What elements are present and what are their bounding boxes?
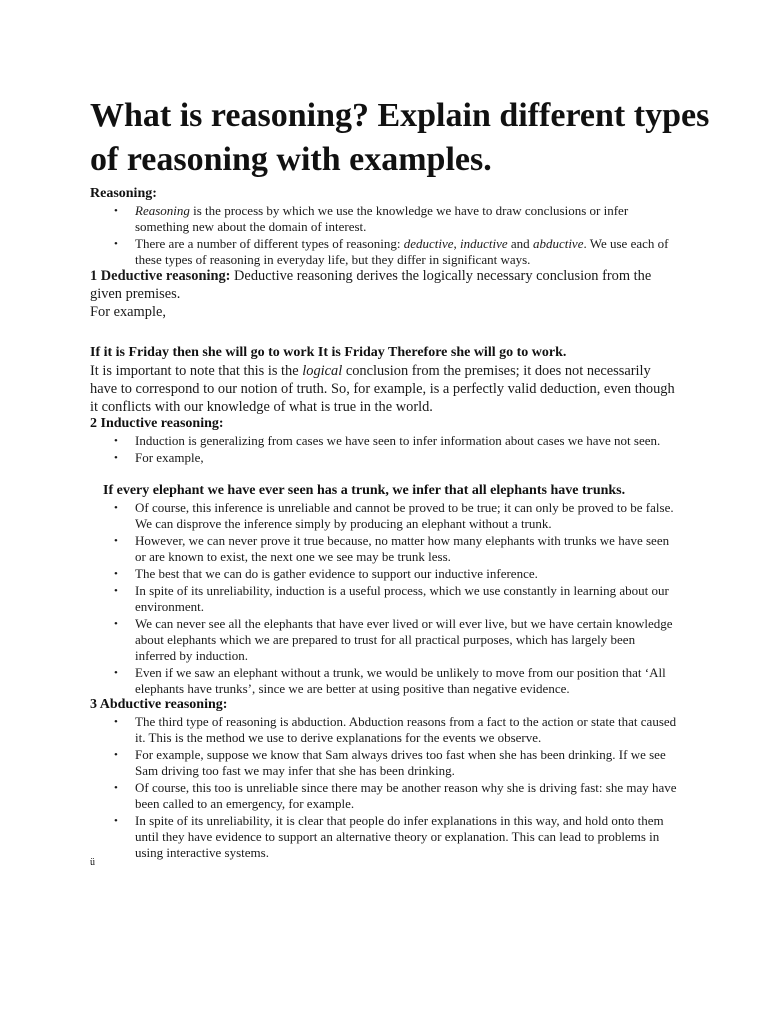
list-item (0, 203, 768, 235)
deductive-for-example: For example, (90, 304, 166, 320)
text-span: . We use each of these types of reasoning in everyday life, but they differ in significant ways. (135, 236, 669, 267)
abductive-list (0, 714, 768, 862)
list-item: • The third type of reasoning is abduction. Abduction reasons from a fact to the action or state that caused it. This is the method we use to derive explanations for the events we observe. (0, 714, 768, 746)
term-inductive: inductive (460, 236, 508, 251)
list-item: • The best that we can do is gather evidence to support our inductive inference. (0, 566, 768, 582)
deductive-paragraph (90, 267, 680, 303)
list-item: • For example, suppose we know that Sam always drives too fast when she has been drinking. If we see Sam driving too fast we may infer that she has been drinking. (0, 747, 768, 779)
end-mark: ü (90, 857, 95, 868)
reasoning-list (0, 203, 768, 269)
list-item: • Of course, this too is unreliable since there may be another reason why she is driving fast: she may have been called to an emergency, for example. (0, 780, 768, 812)
page-title: What is reasoning? Explain different types of reasoning with examples. (90, 97, 710, 178)
text-span: There are a number of different types of reasoning: (135, 236, 404, 251)
deductive-note (90, 362, 680, 416)
reasoning-term: Reasoning (135, 203, 190, 218)
list-item: • For example, (0, 450, 768, 466)
text-span: and (507, 236, 533, 251)
term-deductive: deductive (403, 236, 454, 251)
text-span: , (453, 236, 460, 251)
reasoning-heading: Reasoning: (90, 186, 157, 201)
reasoning-definition: is the process by which we use the knowledge we have to draw conclusions or infer something new about the domain of interest. (135, 203, 629, 234)
list-item: • In spite of its unreliability, it is clear that people do infer explanations in this way, and hold onto them until they have evidence to support an alternative theory or explanation. This can lead to problems in using interactive systems. (0, 813, 768, 861)
term-abductive: abductive (532, 236, 584, 251)
inductive-example: If every elephant we have ever seen has a trunk, we infer that all elephants have trunks. (103, 483, 626, 498)
inductive-list (0, 500, 768, 698)
list-item: • We can never see all the elephants that have ever lived or will ever live, but we have certain knowledge about elephants which we are prepared to trust for all practical purposes, which has largely been inferred by induction. (0, 616, 768, 664)
deductive-example: If it is Friday then she will go to work It is Friday Therefore she will go to work. (90, 345, 567, 360)
list-item: • Even if we saw an elephant without a trunk, we would be unlikely to move from our position that ‘All elephants have trunks’, since we are better at using positive than negative evidence. (0, 665, 768, 697)
inductive-list-top (0, 433, 768, 467)
inductive-heading: 2 Inductive reasoning: (90, 416, 224, 431)
deductive-text: Deductive reasoning derives the logically necessary conclusion from the given premises. (90, 268, 652, 302)
term-logical: logical (302, 363, 343, 379)
list-item (0, 236, 768, 268)
list-item: • However, we can never prove it true because, no matter how many elephants with trunks we have seen or are known to exist, the next one we see may be trunk less. (0, 533, 768, 565)
list-item: • In spite of its unreliability, induction is a useful process, which we use constantly in learning about our environment. (0, 583, 768, 615)
deductive-heading: 1 Deductive reasoning: (90, 268, 231, 284)
text-span: conclusion from the premises; it does not necessarily have to correspond to our notion of truth. So, for example, is a perfectly valid deduction, even though it conflicts with our knowledge of what is true in the world. (90, 363, 675, 415)
list-item: • Induction is generalizing from cases we have seen to infer information about cases we have not seen. (0, 433, 768, 449)
abductive-heading: 3 Abductive reasoning: (90, 697, 228, 712)
list-item: • Of course, this inference is unreliable and cannot be proved to be true; it can only be proved to be false. We can disprove the inference simply by producing an elephant without a trunk. (0, 500, 768, 532)
text-span: It is important to note that this is the (90, 363, 303, 379)
